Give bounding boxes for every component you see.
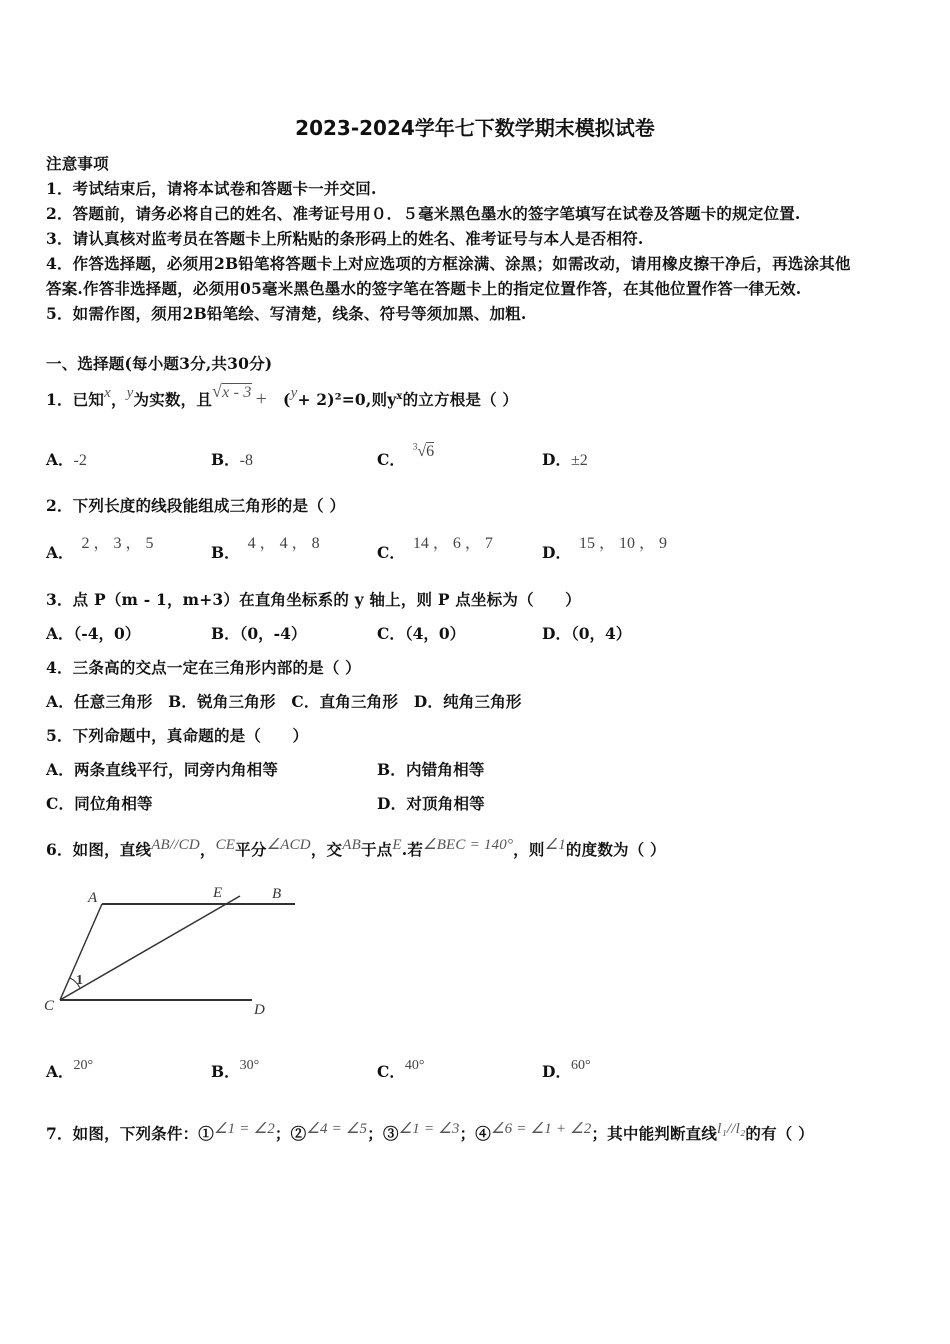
point-d-label: D — [254, 1002, 265, 1018]
notice-item: 1．考试结束后，请将本试卷和答题卡一并交回. — [46, 179, 377, 198]
point-e-label: E — [213, 885, 223, 901]
q6-option-b[interactable]: B．30° — [211, 1058, 260, 1081]
q5-option-c[interactable]: C．同位角相等 — [46, 794, 153, 813]
q1-option-b[interactable]: B．-8 — [211, 450, 253, 469]
q1-option-c[interactable]: C．$^3$√6 — [377, 441, 435, 469]
section-heading: 一、选择题(每小题3分,共30分) — [46, 354, 273, 373]
question-1: 1．已知x，y为实数，且√x - 3 + (y+ 2)²=0,则$y^x$的立方根是（ ） — [46, 381, 519, 410]
notice-item: 答案.作答非选择题，必须用05毫米黑色墨水的签字笔在答题卡上的指定位置作答，在其他位置作答一律无效. — [46, 279, 802, 298]
point-b-label: B — [272, 886, 282, 902]
angle-1-label: 1 — [76, 973, 83, 988]
geometry-figure — [40, 880, 310, 1020]
notice-item: 4．作答选择题，必须用2B铅笔将答题卡上对应选项的方框涂满、涂黑；如需改动，请用橡皮擦干净后，再选涂其他 — [46, 254, 851, 273]
q6-option-a[interactable]: A．20° — [46, 1058, 94, 1081]
q6-option-d[interactable]: D．60° — [542, 1058, 591, 1081]
point-c-label: C — [44, 998, 55, 1014]
notice-item: 5．如需作图，须用2B铅笔绘、写清楚，线条、符号等须加黑、加粗. — [46, 304, 527, 323]
question-7: 7．如图，下列条件：①∠1 = ∠2；②∠4 = ∠5；③∠1 = ∠3；④∠6 = ∠1 + ∠2；其中能判断直线l₁//l₂的有（ ） — [46, 1121, 814, 1143]
q1-option-a[interactable]: A．-2 — [46, 450, 87, 469]
question-4: 4．三条高的交点一定在三角形内部的是（ ） — [46, 658, 361, 677]
q2-option-b[interactable]: B． 4 ， 4 ， 8 — [211, 535, 320, 562]
q5-option-a[interactable]: A．两条直线平行，同旁内角相等 — [46, 760, 279, 779]
question-5: 5．下列命题中，真命题的是（ ） — [46, 726, 309, 745]
q5-option-b[interactable]: B．内错角相等 — [377, 760, 485, 779]
question-6: 6．如图，直线AB//CD，CE平分∠ACD，交AB于点E.若∠BEC = 140°，则∠1的度数为（ ） — [46, 837, 666, 859]
notice-heading: 注意事项 — [46, 154, 109, 173]
q3-option-a[interactable]: A．（-4，0） — [46, 624, 141, 643]
point-a-label: A — [88, 890, 98, 906]
page-title: 2023-2024学年七下数学期末模拟试卷 — [295, 116, 655, 140]
q4-options[interactable]: A．任意三角形 B．锐角三角形 C．直角三角形 D．纯角三角形 — [46, 692, 522, 711]
notice-item: 3．请认真核对监考员在答题卡上所粘贴的条形码上的姓名、准考证号与本人是否相符. — [46, 229, 644, 248]
q5-option-d[interactable]: D．对顶角相等 — [377, 794, 485, 813]
q1-option-d[interactable]: D．±2 — [542, 450, 588, 469]
q3-option-c[interactable]: C．（4，0） — [377, 624, 466, 643]
q6-option-c[interactable]: C．40° — [377, 1058, 425, 1081]
q3-option-b[interactable]: B．（0，-4） — [211, 624, 307, 643]
q2-option-c[interactable]: C． 14 ， 6 ， 7 — [377, 535, 493, 562]
notice-item: 2．答题前，请务必将自己的姓名、准考证号用０．５毫米黑色墨水的签字笔填写在试卷及答题卡的规定位置. — [46, 204, 801, 223]
question-2: 2．下列长度的线段能组成三角形的是（ ） — [46, 496, 346, 515]
question-3: 3．点 P（m - 1，m+3）在直角坐标系的 y 轴上，则 P 点坐标为（ ） — [46, 590, 581, 609]
sqrt-expression: √x - 3 — [212, 381, 252, 401]
q2-option-d[interactable]: D． 15 ， 10 ， 9 — [542, 535, 667, 562]
q3-option-d[interactable]: D．（0，4） — [542, 624, 632, 643]
segment-ce — [60, 896, 240, 1000]
q2-option-a[interactable]: A． 2 ， 3 ， 5 — [46, 535, 154, 562]
